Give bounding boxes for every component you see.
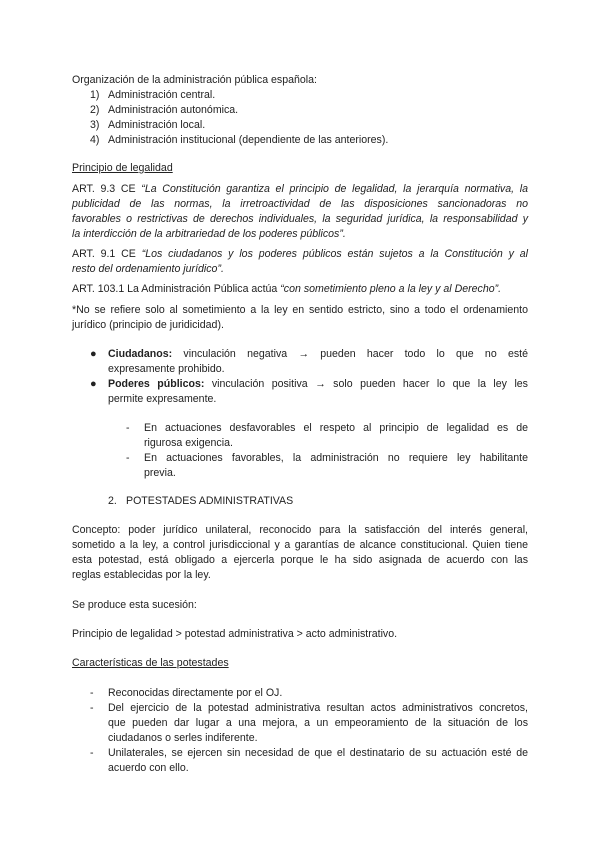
actuaciones-favorables-line-2: previa. — [144, 467, 176, 479]
art93-quote: “La Constitución garantiza el principio de legalidad, la jerarquía normativa, la — [141, 183, 528, 195]
concepto-line-1: Concepto: poder jurídico unilateral, reconocido para la satisfacción del interés general, — [72, 524, 528, 536]
concepto-line-3: esta potestad, está obligado a ejercerla porque le ha sido asignada de acuerdo con las — [72, 554, 528, 566]
cadena-text: Principio de legalidad > potestad administrativa > acto administrativo. — [72, 628, 398, 640]
art91-line-2: resto del ordenamiento jurídico”. — [72, 263, 224, 275]
caracteristica-line: acuerdo con ello. — [108, 762, 189, 774]
caracteristica-line: Del ejercicio de la potestad administrativa resultan actos administrativos concretos, — [108, 702, 528, 714]
art93-line-1 — [72, 182, 528, 197]
list-item-number: 3) — [90, 119, 100, 131]
vinculacion-ciudadanos-text: vinculación negativa → pueden hacer todo lo que no esté — [172, 348, 528, 360]
section-title-potestades: POTESTADES ADMINISTRATIVAS — [126, 495, 294, 507]
section-heading-legalidad: Principio de legalidad — [72, 162, 173, 174]
concepto-line-2: sometido a la ley, a control jurisdiccional y a garantías de alcance constitucional. Quien tiene — [72, 539, 528, 551]
list-item: Administración autonómica. — [108, 104, 239, 116]
vinculacion-ciudadanos-label: Ciudadanos: — [108, 348, 173, 360]
vinculacion-ciudadanos-line-1 — [108, 347, 528, 362]
dash-marker: - — [126, 422, 130, 434]
art93-line-3: favorables o restrictivas de derechos individuales, la seguridad jurídica, la responsabilidad y — [72, 213, 528, 225]
vinculacion-poderes-line-1 — [108, 377, 528, 392]
note-line-2: jurídico (principio de juridicidad). — [72, 319, 224, 331]
list-item-number: 4) — [90, 134, 100, 146]
vinculacion-poderes-line-2: permite expresamente. — [108, 393, 217, 405]
intro-title: Organización de la administración pública española: — [72, 74, 317, 86]
list-item-number: 2) — [90, 104, 100, 116]
actuaciones-desfavorables-line-1: En actuaciones desfavorables el respeto al principio de legalidad es de — [144, 422, 528, 434]
art93-prefix: ART. 9.3 CE — [72, 183, 142, 195]
section-number: 2. — [108, 495, 117, 507]
actuaciones-favorables-line-1: En actuaciones favorables, la administración no requiere ley habilitante — [144, 452, 528, 464]
concepto-line-4: reglas establecidas por la ley. — [72, 569, 211, 581]
bullet-icon: ● — [90, 378, 97, 390]
list-item-number: 1) — [90, 89, 100, 101]
caracteristica-line: que pueden dar lugar a una mejora, a un empeoramiento de la situación de los — [108, 717, 528, 729]
art91-line-1 — [72, 247, 528, 262]
section-heading-caracteristicas: Características de las potestades — [72, 657, 229, 669]
caracteristica-line: ciudadanos o serles indiferente. — [108, 732, 258, 744]
list-item: Administración central. — [108, 89, 216, 101]
sucesion-text: Se produce esta sucesión: — [72, 599, 197, 611]
art1031-prefix: ART. 103.1 La Administración Pública actúa — [72, 283, 281, 295]
vinculacion-poderes-label: Poderes públicos: — [108, 378, 205, 390]
dash-marker: - — [126, 452, 130, 464]
caracteristica-line: Reconocidas directamente por el OJ. — [108, 687, 283, 699]
art93-line-2: publicidad de las normas, la irretroactividad de las disposiciones sancionadoras no — [72, 198, 528, 210]
dash-marker: - — [90, 702, 94, 714]
caracteristica-line: Unilaterales, se ejercen sin necesidad de que el destinatario de su actuación esté de — [108, 747, 528, 759]
art91-quote: “Los ciudadanos y los poderes públicos están sujetos a la Constitución y al — [141, 248, 528, 260]
actuaciones-desfavorables-line-2: rigurosa exigencia. — [144, 437, 233, 449]
list-item: Administración institucional (dependiente de las anteriores). — [108, 134, 389, 146]
note-line-1: *No se refiere solo al sometimiento a la ley en sentido estricto, sino a todo el ordenamiento — [72, 304, 528, 316]
dash-marker: - — [90, 747, 94, 759]
list-item: Administración local. — [108, 119, 206, 131]
art1031-quote: “con sometimiento pleno a la ley y al Derecho”. — [280, 283, 502, 295]
art1031-line — [72, 282, 501, 297]
vinculacion-poderes-text: vinculación positiva → solo pueden hacer lo que la ley les — [204, 378, 528, 390]
art93-line-4: la interdicción de la arbitrariedad de los poderes públicos”. — [72, 228, 346, 240]
bullet-icon: ● — [90, 348, 97, 360]
vinculacion-ciudadanos-line-2: expresamente prohibido. — [108, 363, 225, 375]
dash-marker: - — [90, 687, 94, 699]
art91-prefix: ART. 9.1 CE — [72, 248, 142, 260]
